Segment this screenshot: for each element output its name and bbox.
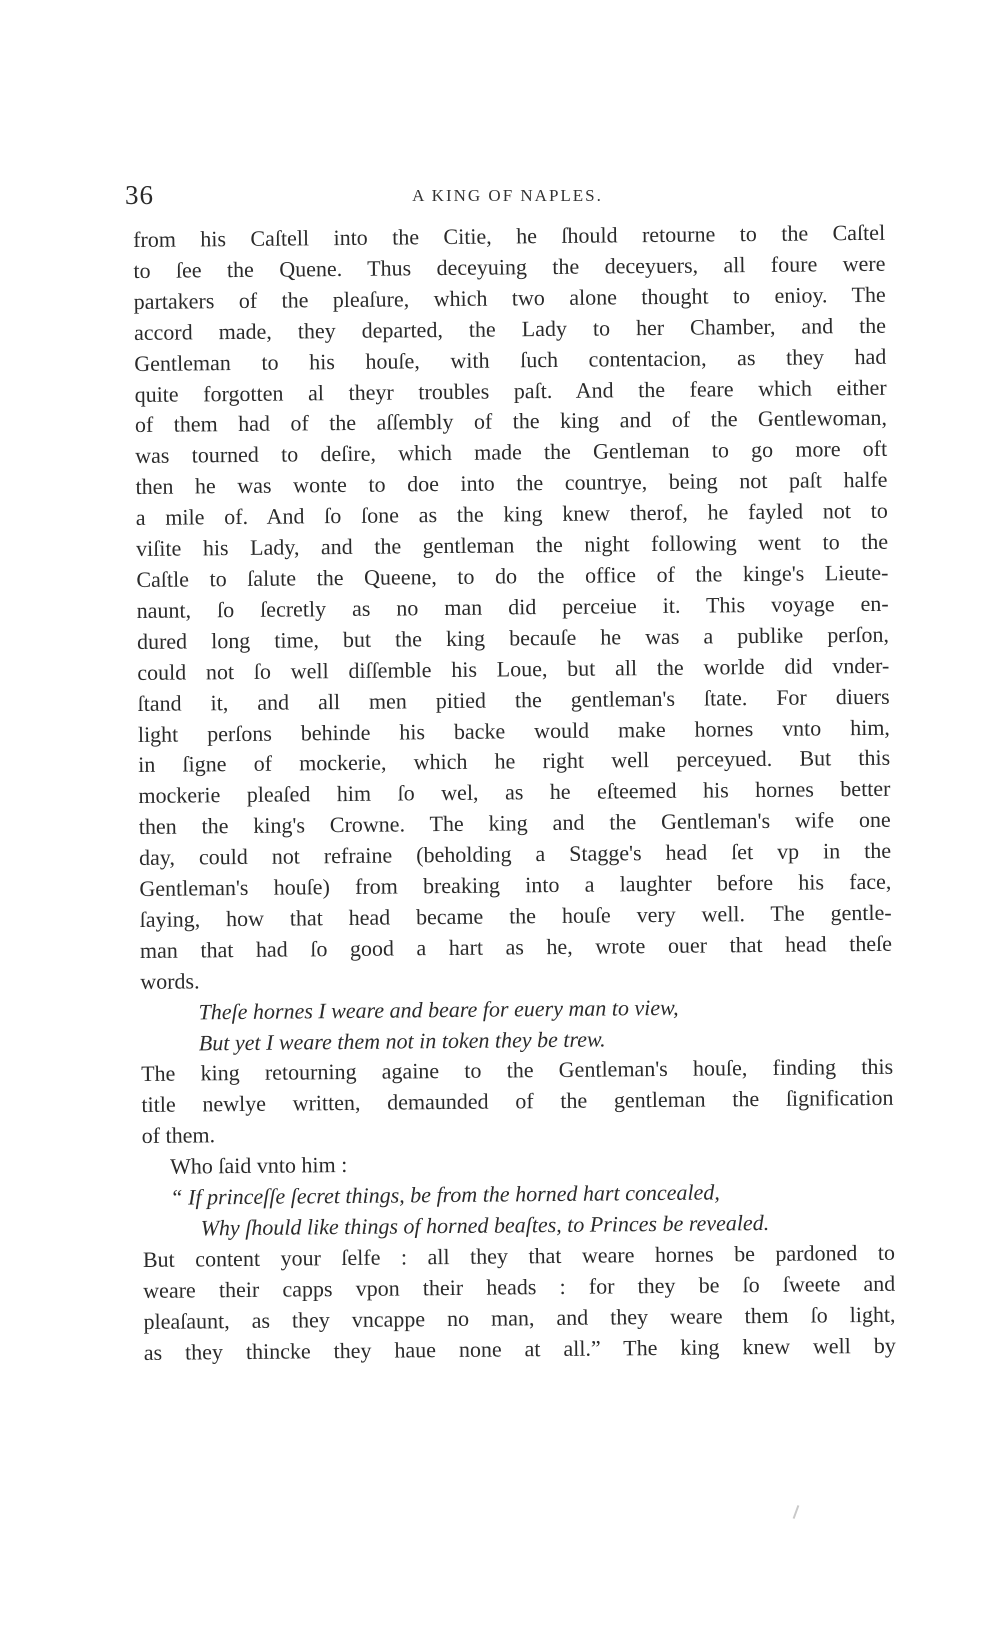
text-line: dured long time, but the king becauſe he was a publike perſon, <box>136 621 890 654</box>
text-line: Caſtle to ſalute the Queene, to do the office of the kinge's Lieute- <box>136 559 889 592</box>
text-line: light perſons behinde his backe would make hornes vnto him, <box>137 714 890 747</box>
text-line: title newlye written, demaunded of the gentleman the ſignification <box>141 1085 894 1118</box>
text-line: But content your ſelfe : all they that weare hornes be pardoned to <box>142 1239 896 1272</box>
text-line: man that had ſo good a hart as he, wrote ouer that head theſe <box>139 930 893 963</box>
text-line: ſaying, how that head became the houſe very well. The gentle- <box>139 899 892 932</box>
text-line: mockerie pleaſed him ſo wel, as he eſteemed his hornes better <box>138 776 891 809</box>
body-text <box>133 218 896 1369</box>
text-line: partakers of the pleaſure, which two alone thought to enioy. The <box>133 281 886 314</box>
text-line: words. <box>140 968 200 994</box>
text-line: a mile of. And ſo ſone as the king knew therof, he fayled not to <box>135 497 888 531</box>
verse-line: Theſe hornes I weare and beare for euery man to view, <box>198 994 679 1025</box>
speaker-line: Who ſaid vnto him : <box>169 1152 348 1179</box>
text-line: of them had of the aſſembly of the king and of the Gentlewoman, <box>134 405 888 438</box>
text-line: pleaſaunt, as they vncappe no man, and they weare them ſo light, <box>143 1301 896 1334</box>
text-line: viſite his Lady, and the gentleman the night following went to the <box>135 528 889 562</box>
text-line: was tourned to deſire, which made the Gentleman to go more oft <box>135 436 888 469</box>
text-line: weare their capps vpon their heads : for they be ſo ſweete and <box>143 1270 896 1303</box>
running-title: A KING OF NAPLES. <box>412 186 603 205</box>
text-line: from his Caſtell into the Citie, he ſhould retourne to the Caſtel <box>133 219 886 252</box>
text-line: quite forgotten al theyr troubles paſt. And the feare which either <box>134 374 887 407</box>
text-line: day, could not refraine (beholding a Stagge's head ſet vp in the <box>138 837 892 871</box>
text-line: Gentleman to his houſe, with ſuch contentacion, as they had <box>134 343 887 376</box>
running-head <box>125 180 890 220</box>
text-line: accord made, they departed, the Lady to her Chamber, and the <box>133 312 887 345</box>
page-number: 36 <box>125 180 154 210</box>
text-line: of them. <box>141 1122 216 1149</box>
text-line: Gentleman's houſe) from breaking into a laughter before his face, <box>139 868 892 902</box>
verse-line: “ If princeſſe ſecret things, be from the horned hart concealed, <box>170 1179 720 1210</box>
text-line: in ſigne of mockerie, which he right well perceyued. But this <box>138 745 891 778</box>
text-line: then the king's Crowne. The king and the Gentleman's wife one <box>138 806 891 840</box>
text-line: The king retourning againe to the Gentleman's houſe, finding this <box>141 1054 894 1087</box>
text-line: ſtand it, and all men pitied the gentleman's ſtate. For diuers <box>137 683 890 716</box>
text-line: naunt, ſo ſecretly as no man did perceiue it. This voyage en- <box>136 590 889 623</box>
text-line: could not ſo well diſſemble his Loue, but all the worlde did vnder- <box>137 652 890 685</box>
text-line: as they thincke they haue none at all.” The king knew well by <box>143 1332 896 1365</box>
verse-line: Why ſhould like things of horned beaſtes, to Princes be revealed. <box>200 1209 770 1241</box>
text-line: to ſee the Quene. Thus deceyuing the deceyuers, all foure were <box>133 250 886 283</box>
text-line: then he was wonte to doe into the countrye, being not paſt halfe <box>135 467 888 500</box>
paper-mark <box>793 1505 800 1519</box>
verse-line: But yet I weare them not in token they be trew. <box>198 1026 606 1055</box>
